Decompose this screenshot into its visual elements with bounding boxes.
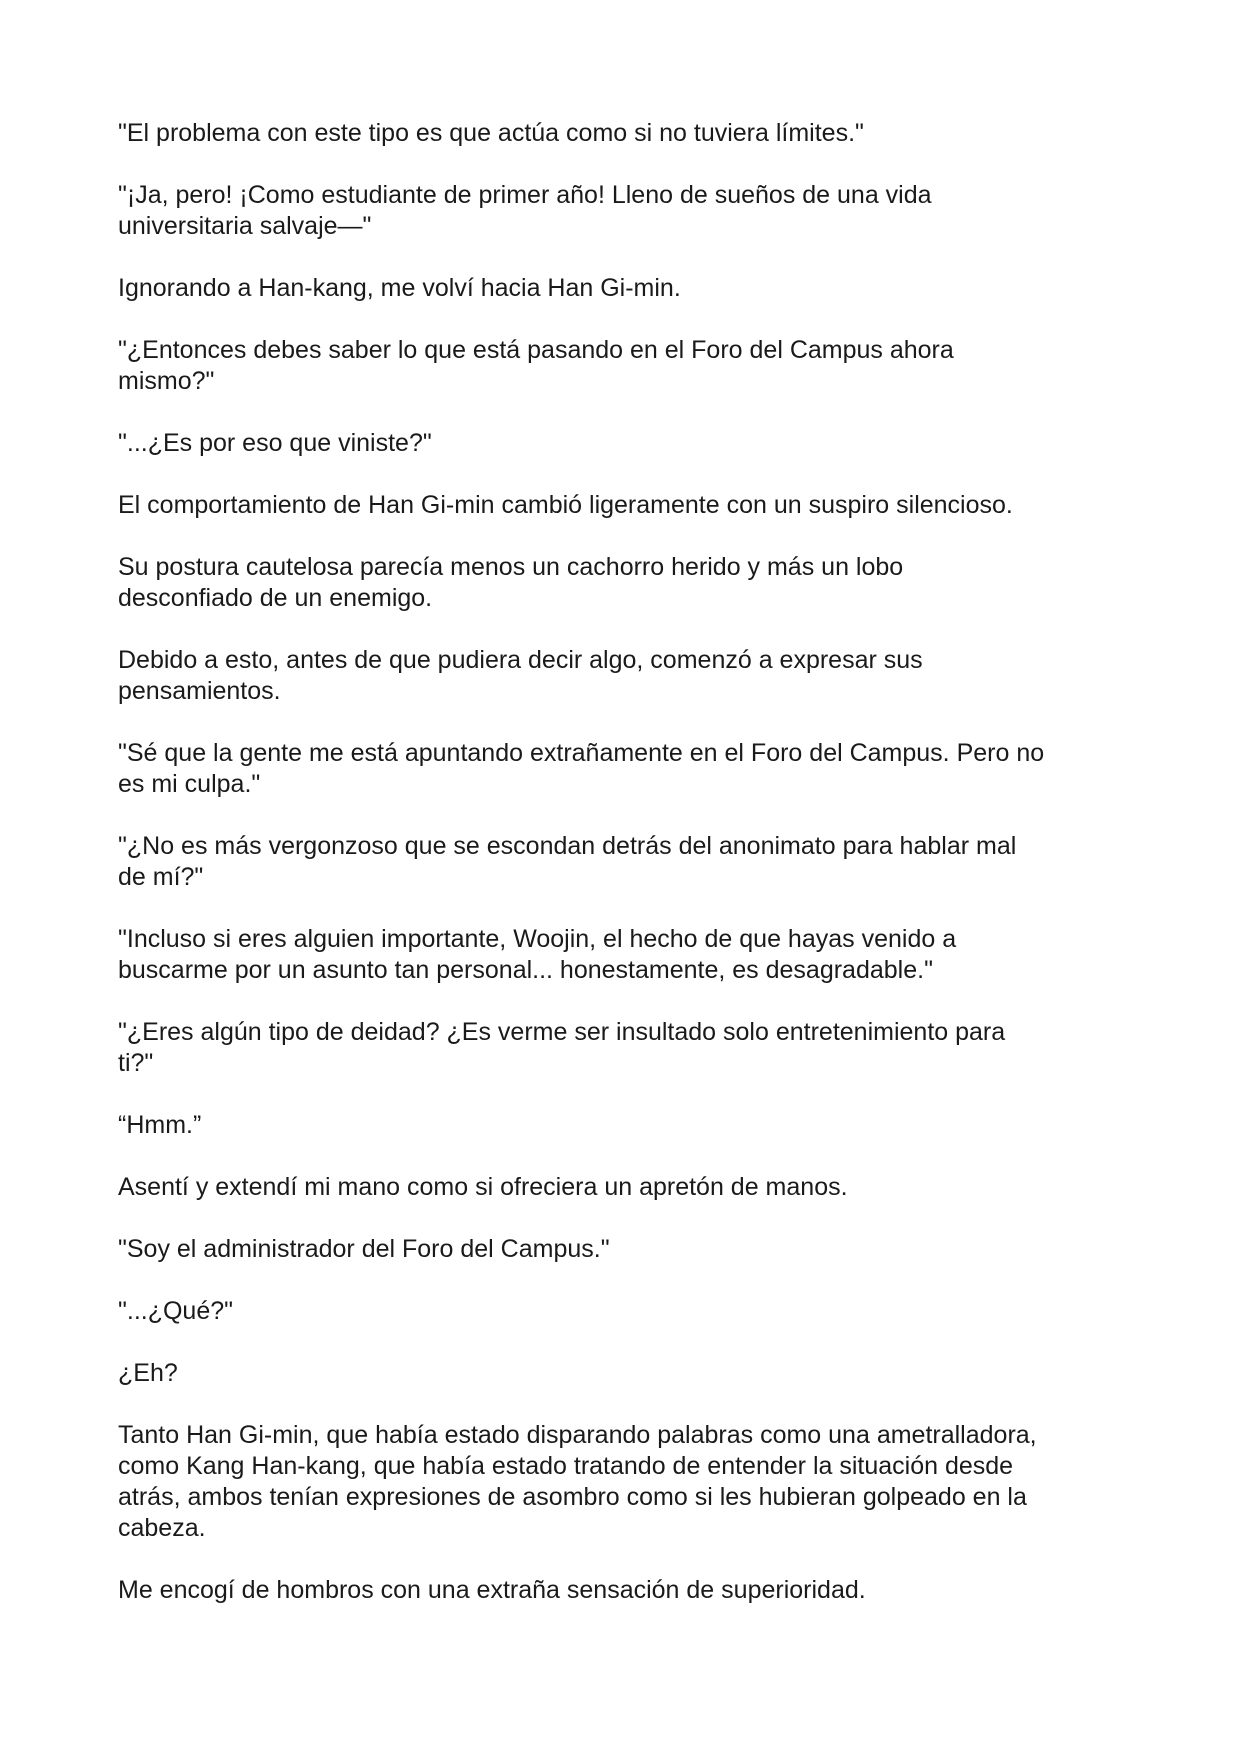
paragraph bbox=[118, 1575, 1133, 1606]
text-line: "Soy el administrador del Foro del Campus." bbox=[118, 1235, 610, 1263]
paragraph bbox=[118, 118, 1133, 149]
text-line: "...¿Es por eso que viniste?" bbox=[118, 429, 432, 457]
text-line: desconfiado de un enemigo. bbox=[118, 584, 433, 612]
text-line: Debido a esto, antes de que pudiera decir algo, comenzó a expresar sus bbox=[118, 646, 923, 674]
paragraph bbox=[118, 1234, 1133, 1265]
text-line: Me encogí de hombros con una extraña sensación de superioridad. bbox=[118, 1576, 866, 1604]
text-line: ti?" bbox=[118, 1049, 154, 1077]
paragraph bbox=[118, 180, 1133, 242]
paragraph bbox=[118, 1296, 1133, 1327]
text-line: El comportamiento de Han Gi-min cambió ligeramente con un suspiro silencioso. bbox=[118, 491, 1013, 519]
paragraph bbox=[118, 738, 1133, 800]
paragraph bbox=[118, 1358, 1133, 1389]
text-line: Asentí y extendí mi mano como si ofreciera un apretón de manos. bbox=[118, 1173, 848, 1201]
text-line: cabeza. bbox=[118, 1514, 206, 1542]
text-line: de mí?" bbox=[118, 863, 204, 891]
paragraph bbox=[118, 831, 1133, 893]
text-line: Ignorando a Han-kang, me volví hacia Han Gi-min. bbox=[118, 274, 681, 302]
text-line: buscarme por un asunto tan personal... honestamente, es desagradable." bbox=[118, 956, 933, 984]
text-line: “Hmm.” bbox=[118, 1111, 202, 1139]
paragraph bbox=[118, 1420, 1133, 1544]
text-line: como Kang Han-kang, que había estado tratando de entender la situación desde bbox=[118, 1452, 1014, 1480]
text-line: es mi culpa." bbox=[118, 770, 261, 798]
text-line: "¿No es más vergonzoso que se escondan detrás del anonimato para hablar mal bbox=[118, 832, 1017, 860]
text-line: "...¿Qué?" bbox=[118, 1297, 234, 1325]
text-line: mismo?" bbox=[118, 367, 215, 395]
paragraph bbox=[118, 1172, 1133, 1203]
paragraph bbox=[118, 924, 1133, 986]
paragraph bbox=[118, 490, 1133, 521]
paragraph bbox=[118, 1017, 1133, 1079]
text-line: "¿Eres algún tipo de deidad? ¿Es verme ser insultado solo entretenimiento para bbox=[118, 1018, 1006, 1046]
text-line: ¿Eh? bbox=[118, 1359, 178, 1387]
paragraph bbox=[118, 428, 1133, 459]
paragraph bbox=[118, 1110, 1133, 1141]
text-line: Tanto Han Gi-min, que había estado disparando palabras como una ametralladora, bbox=[118, 1421, 1037, 1449]
text-line: Su postura cautelosa parecía menos un cachorro herido y más un lobo bbox=[118, 553, 904, 581]
paragraph bbox=[118, 335, 1133, 397]
text-line: atrás, ambos tenían expresiones de asombro como si les hubieran golpeado en la bbox=[118, 1483, 1027, 1511]
text-line: "¡Ja, pero! ¡Como estudiante de primer año! Lleno de sueños de una vida bbox=[118, 181, 932, 209]
document-body bbox=[118, 118, 1133, 1637]
paragraph bbox=[118, 552, 1133, 614]
text-line: "Sé que la gente me está apuntando extrañamente en el Foro del Campus. Pero no bbox=[118, 739, 1045, 767]
paragraph bbox=[118, 273, 1133, 304]
text-line: "¿Entonces debes saber lo que está pasando en el Foro del Campus ahora bbox=[118, 336, 954, 364]
text-line: pensamientos. bbox=[118, 677, 281, 705]
paragraph bbox=[118, 645, 1133, 707]
text-line: "Incluso si eres alguien importante, Woojin, el hecho de que hayas venido a bbox=[118, 925, 957, 953]
text-line: universitaria salvaje—" bbox=[118, 212, 372, 240]
text-line: "El problema con este tipo es que actúa como si no tuviera límites." bbox=[118, 119, 864, 147]
